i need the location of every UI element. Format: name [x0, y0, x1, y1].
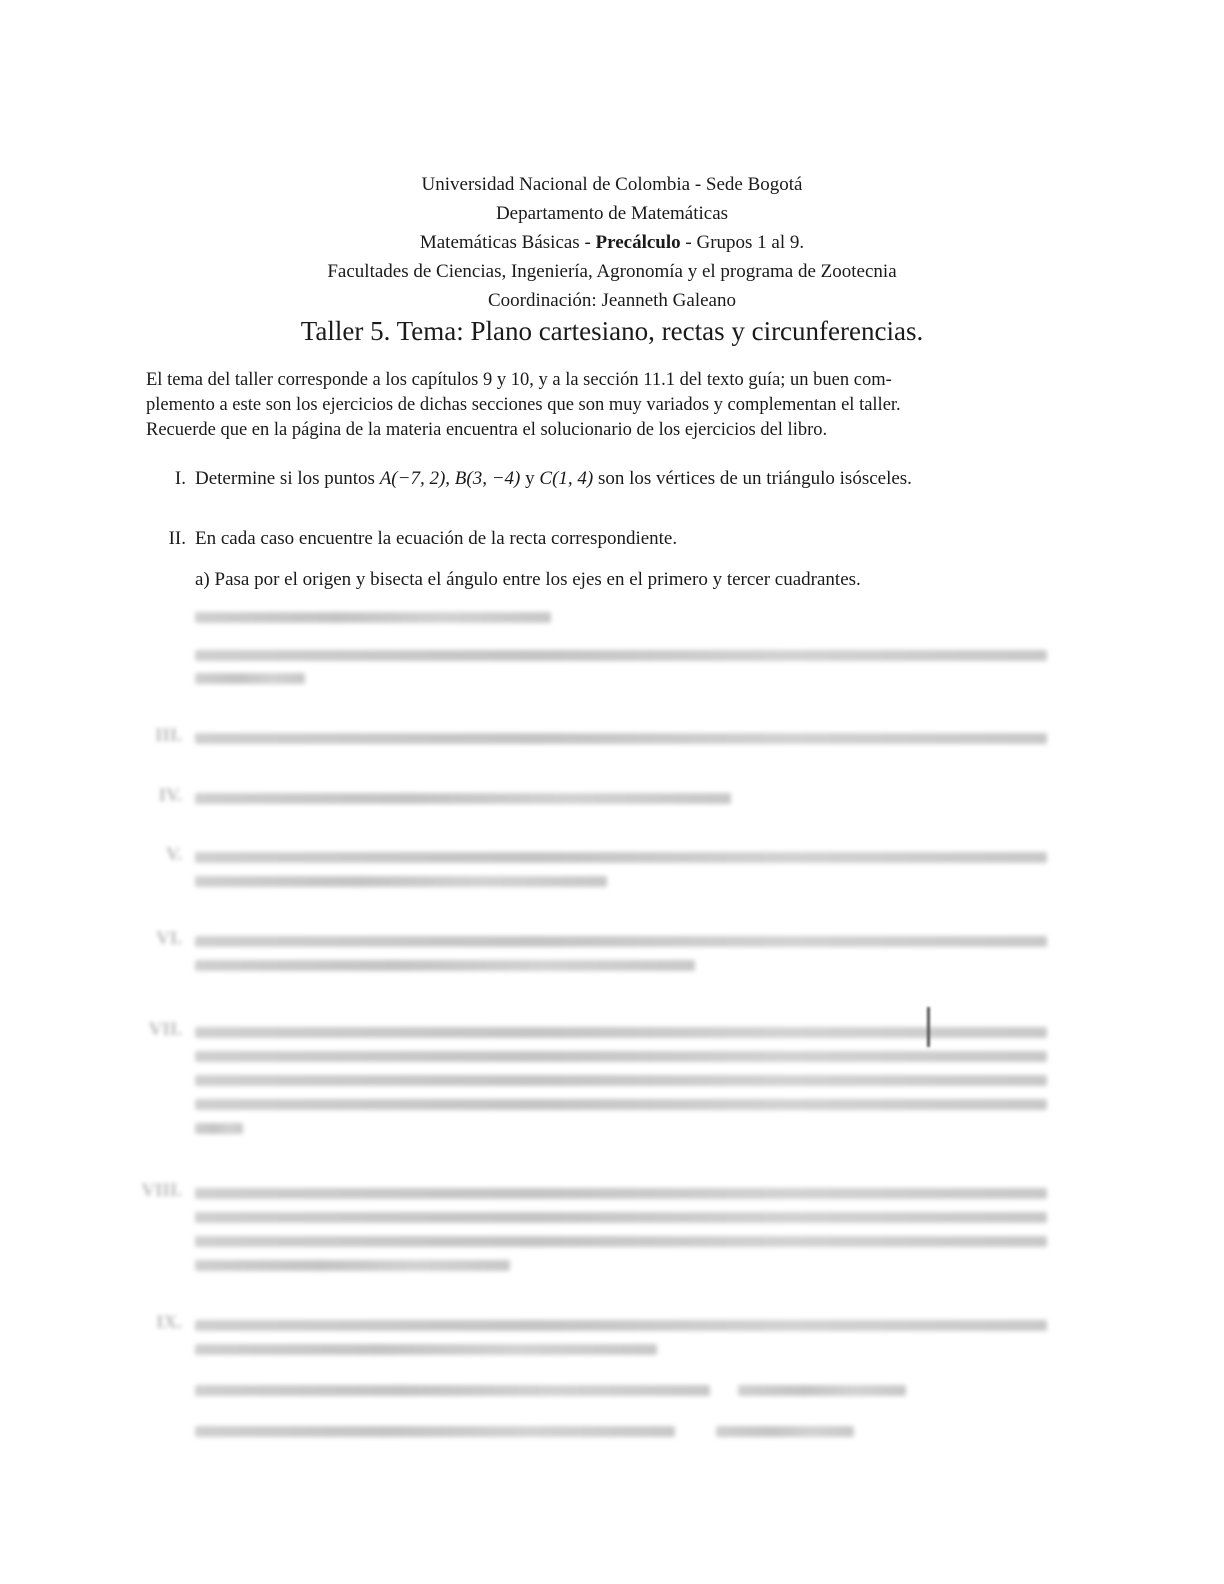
- blurred-line: [195, 852, 1047, 863]
- item-text: Pasa por el origen y bisecta el ángulo entre los ejes en el primero y tercer cuadrantes.: [214, 569, 861, 590]
- course-bold: Precálculo: [595, 232, 681, 253]
- header-university: Universidad Nacional de Colombia - Sede Bogotá: [421, 174, 803, 195]
- intro-line: plemento a este son los ejercicios de dichas secciones que son muy variados y complementan el taller.: [146, 395, 901, 415]
- exercise-1: [0, 467, 1224, 491]
- blurred-line: [195, 793, 731, 804]
- exercise-1-text: [195, 467, 912, 491]
- header-course: [0, 232, 1224, 254]
- blurred-line: [195, 1051, 1047, 1062]
- blurred-line: [195, 1426, 675, 1437]
- point-c: C(1, 4): [539, 468, 594, 489]
- blurred-line: [195, 936, 1047, 947]
- exercise-2-text: En cada caso encuentre la ecuación de la recta correspondiente.: [195, 528, 678, 549]
- header-faculties: Facultades de Ciencias, Ingeniería, Agronomía y el programa de Zootecnia: [327, 261, 897, 282]
- exercise-number-3: III.: [155, 725, 182, 746]
- exercise-number-7: VII.: [148, 1019, 182, 1040]
- exercise-2: [0, 527, 1224, 551]
- blurred-line: [195, 612, 551, 623]
- page-title: Taller 5. Tema: Plano cartesiano, rectas y circunferencias.: [300, 316, 924, 346]
- point-b: B(3, −4): [454, 468, 521, 489]
- intro-line: El tema del taller corresponde a los capítulos 9 y 10, y a la sección 11.1 del texto guía; un buen com-: [146, 370, 892, 390]
- blurred-line: [195, 1344, 657, 1355]
- exercise-number-2: II.: [168, 528, 186, 549]
- blurred-line: [195, 1188, 1047, 1199]
- blurred-line: [195, 650, 1047, 661]
- blurred-line: [195, 1236, 1047, 1247]
- blurred-line: [195, 673, 305, 684]
- item-label: a): [195, 569, 210, 590]
- blurred-line: [195, 1260, 510, 1271]
- exercise-2a-text: [195, 568, 861, 592]
- blurred-line: [195, 1123, 243, 1134]
- exercise-number-1: I.: [174, 468, 186, 489]
- exercise-1-lead: Determine si los puntos: [195, 468, 380, 489]
- exercise-number-6: VI.: [156, 928, 182, 949]
- blurred-line: [195, 960, 695, 971]
- course-suffix: - Grupos 1 al 9.: [680, 232, 805, 253]
- blurred-line: [195, 733, 1047, 744]
- header-department: Departamento de Matemáticas: [495, 203, 729, 224]
- course-prefix: Matemáticas Básicas -: [419, 232, 596, 253]
- exercise-number-9: IX.: [156, 1312, 182, 1333]
- point-a: A(−7, 2): [379, 468, 446, 489]
- exercise-number-8: VIII.: [141, 1180, 182, 1201]
- exercise-1-tail: son los vértices de un triángulo isósceles.: [593, 468, 912, 489]
- header-coordination: Coordinación: Jeanneth Galeano: [488, 290, 736, 311]
- exercise-number-4: IV.: [158, 785, 182, 806]
- blurred-line: [195, 1027, 1047, 1038]
- blurred-line: [716, 1426, 854, 1437]
- blurred-line: [195, 1320, 1047, 1331]
- exercise-number-5: V.: [165, 844, 182, 865]
- intro-paragraph: [146, 368, 1048, 443]
- blurred-line: [195, 1075, 1047, 1086]
- sep: y: [520, 468, 540, 489]
- blurred-line: [738, 1385, 906, 1396]
- blurred-line: [195, 1212, 1047, 1223]
- blurred-line: [195, 876, 607, 887]
- intro-line: Recuerde que en la página de la materia encuentra el solucionario de los ejercicios del libro.: [146, 420, 828, 440]
- blurred-line: [195, 1385, 710, 1396]
- blurred-line: [195, 1099, 1047, 1110]
- sep: ,: [445, 468, 455, 489]
- exercise-2a: [0, 568, 1224, 592]
- fraction-mark: [927, 1007, 930, 1047]
